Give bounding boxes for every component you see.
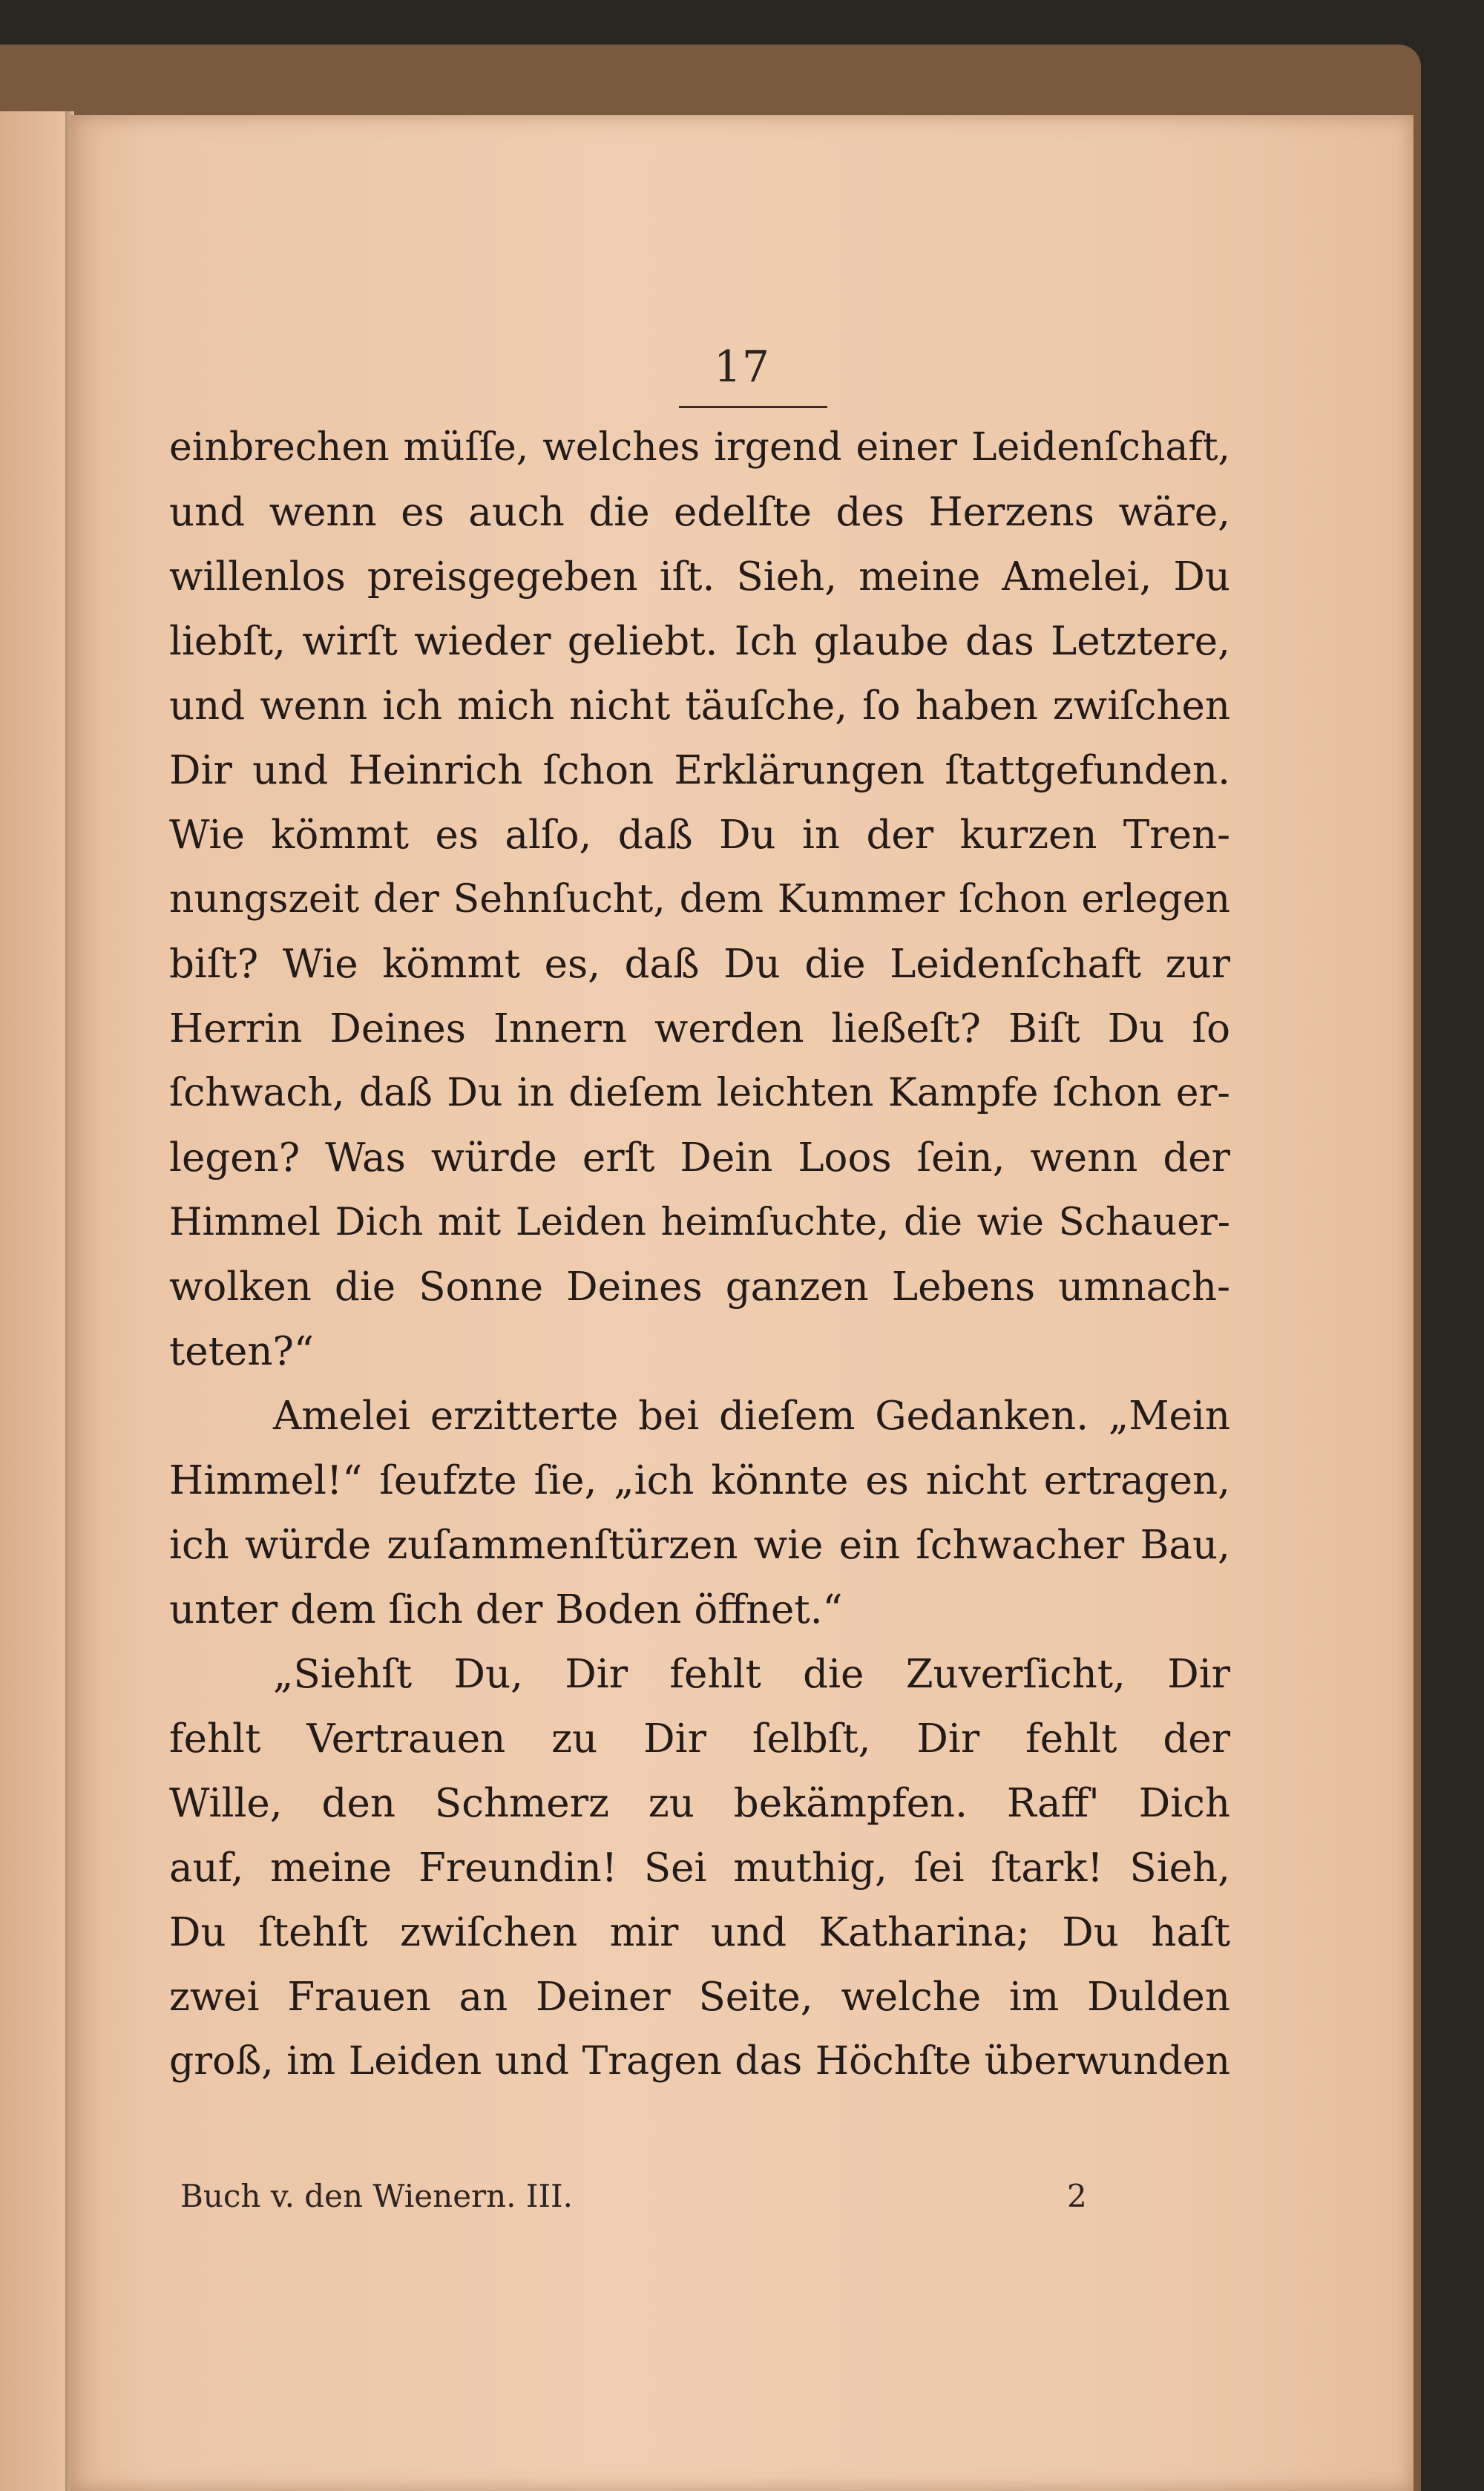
text-line: Dir und Heinrich ſchon Erklärungen ſtattgefunden. (169, 748, 1230, 793)
text-line: und wenn es auch die edelſte des Herzens wäre, (169, 490, 1230, 535)
text-line: ſchwach, daß Du in dieſem leichten Kampfe ſchon er- (169, 1071, 1230, 1115)
left-page-edge (0, 111, 74, 2491)
text-line: nungszeit der Sehnſucht, dem Kummer ſchon erlegen (169, 877, 1230, 922)
text-line: ich würde zuſammenſtürzen wie ein ſchwacher Bau, (169, 1523, 1230, 1568)
sheet-number: 2 (1067, 2178, 1087, 2214)
text-line: groß, im Leiden und Tragen das Höchſte überwunden (169, 2039, 1230, 2084)
text-line: Wie kömmt es alſo, daß Du in der kurzen Tren- (169, 813, 1230, 858)
text-line: Herrin Deines Innern werden ließeſt? Biſt Du ſo (169, 1006, 1230, 1051)
header-rule (679, 406, 827, 408)
page-number: 17 (714, 341, 770, 392)
text-line: „Siehſt Du, Dir fehlt die Zuverſicht, Dir (273, 1652, 1230, 1697)
text-line: unter dem ſich der Boden öffnet.“ (169, 1587, 843, 1632)
signature-mark: Buch v. den Wienern. III. (180, 2178, 573, 2214)
text-line: Himmel!“ ſeufzte ſie, „ich könnte es nicht ertragen, (169, 1458, 1230, 1503)
book-page (70, 115, 1414, 2491)
text-line: legen? Was würde erſt Dein Loos ſein, wenn der (169, 1135, 1230, 1181)
text-line: auf, meine Freundin! Sei muthig, ſei ſtark! Sieh, (169, 1845, 1230, 1891)
text-line: Himmel Dich mit Leiden heimſuchte, die wie Schauer- (169, 1201, 1230, 1244)
text-line: einbrechen müſſe, welches irgend einer Leidenſchaft, (169, 425, 1230, 470)
text-line: Wille, den Schmerz zu bekämpfen. Raff' Dich (169, 1781, 1230, 1826)
text-line: wolken die Sonne Deines ganzen Lebens umnach- (169, 1264, 1230, 1310)
text-line: und wenn ich mich nicht täuſche, ſo haben zwiſchen (169, 683, 1230, 729)
text-line: Amelei erzitterte bei dieſem Gedanken. „Mein (273, 1394, 1230, 1439)
text-line: fehlt Vertrauen zu Dir ſelbſt, Dir fehlt der (169, 1716, 1230, 1762)
text-line: liebſt, wirſt wieder geliebt. Ich glaube das Letztere, (169, 619, 1230, 664)
text-line: zwei Frauen an Deiner Seite, welche im Dulden (169, 1975, 1230, 2020)
text-line: teten?“ (169, 1329, 314, 1374)
text-line: willenlos preisgegeben iſt. Sieh, meine Amelei, Du (169, 554, 1230, 600)
page-text (169, 416, 1230, 2094)
text-line: Du ſtehſt zwiſchen mir und Katharina; Du haſt (169, 1910, 1230, 1955)
text-line: biſt? Wie kömmt es, daß Du die Leidenſchaft zur (169, 942, 1230, 987)
